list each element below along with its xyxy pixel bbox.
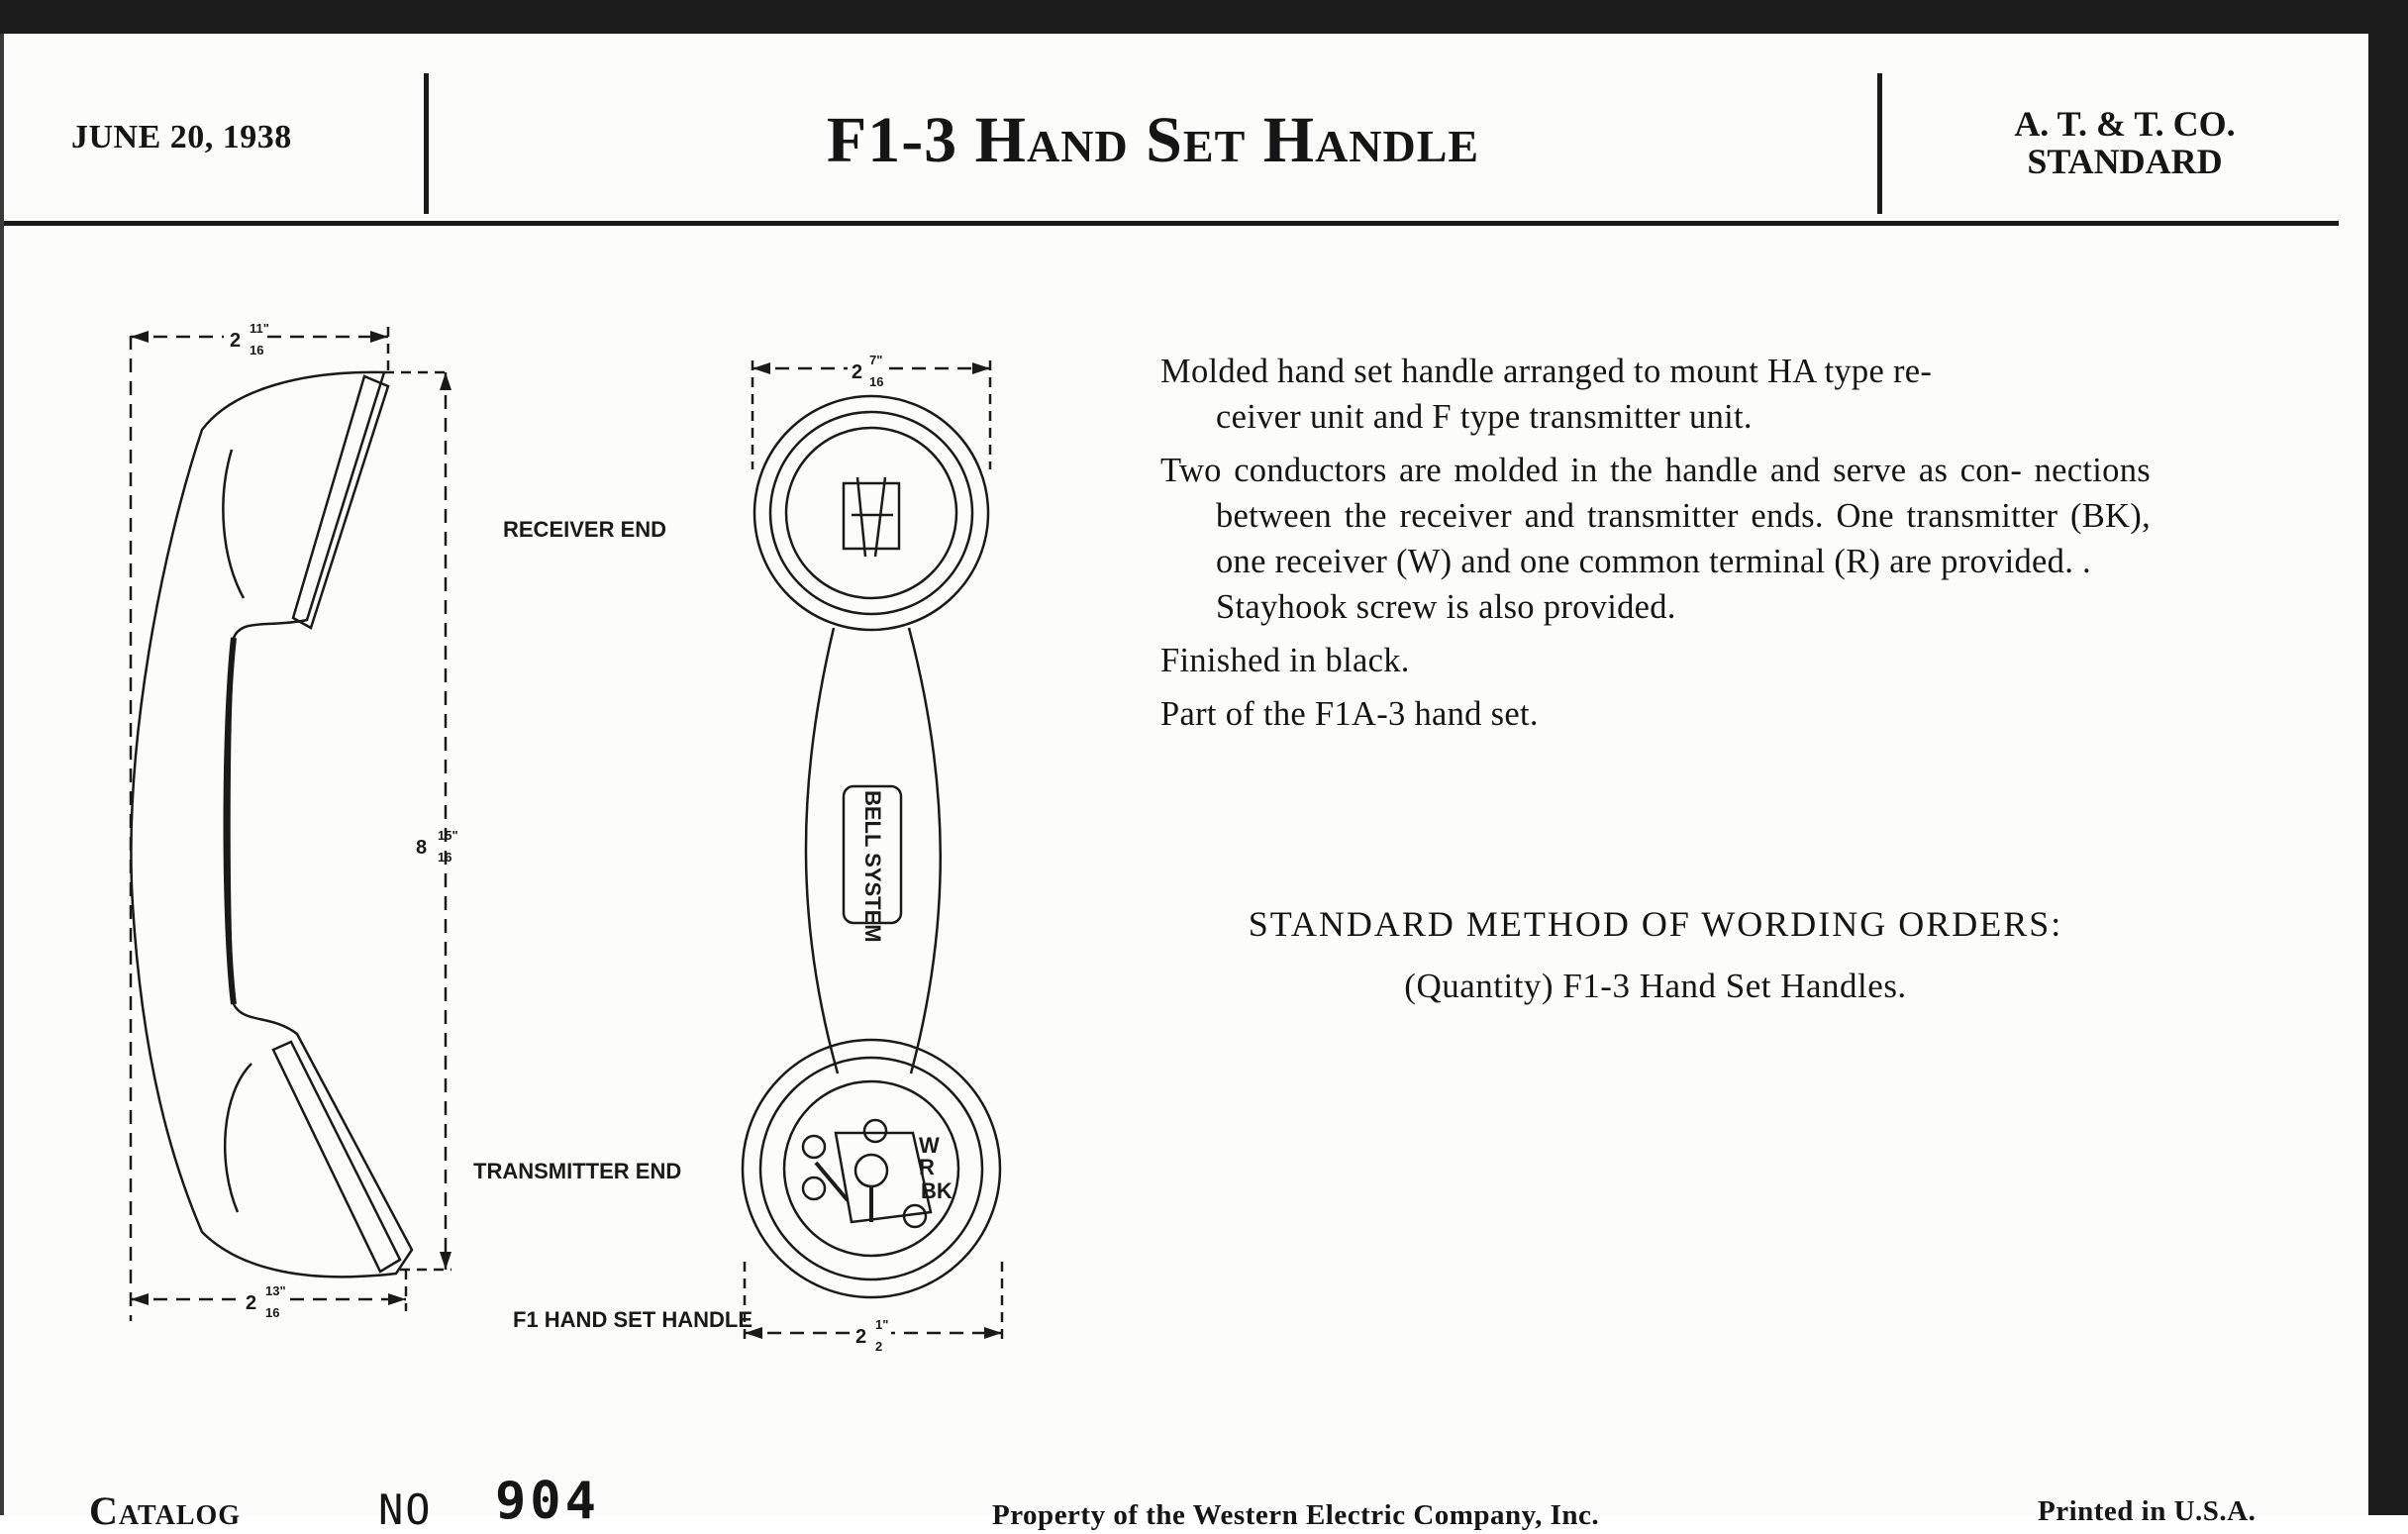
description-p2-rest: nections between the receiver and transmitter ends. One transmitter (BK), one receiver (W) and one common terminal (R) are provided. . [1216,452,2151,580]
dim-label-top-left [224,321,269,358]
dim-bottom-left-whole: 2 [246,1292,257,1314]
description-p2-line1: Two conductors are molded in the handle and serve as con- [1160,452,2023,489]
description-para-1 [1160,349,2151,440]
description-para-3: Finished in black. [1160,642,1410,679]
terminal-screw-1 [803,1136,825,1158]
transmitter-end-outer-ring [743,1040,1000,1297]
description-block [1160,349,2151,745]
page-title: F1-3 Hand Set Handle [826,104,1480,176]
stayhook-screw [855,1155,887,1186]
terminal-screw-2 [864,1120,886,1142]
receiver-end-outer-ring [754,396,988,630]
transmitter-end-middle-ring [760,1058,982,1279]
dim-label-top-right [848,353,887,389]
receiver-end-middle-ring [770,412,972,614]
description-p2-sub: Stayhook screw is also provided. [1216,588,1676,626]
footer-no: NO [378,1485,433,1534]
description-p1-line2: ceiver unit and F type transmitter unit. [1216,398,1753,436]
dim-bottom-right-den: 2 [875,1339,883,1354]
terminal-screw-4 [803,1177,825,1199]
receiver-bowl-side [223,450,244,598]
label-receiver-end: RECEIVER END [503,517,667,542]
transmitter-cap-side [273,1042,400,1272]
header-standard-company: A. T. & T. CO. [2014,104,2236,144]
label-bell-system: BELL SYSTEM [860,790,885,943]
dim-top-right-num: 7" [869,353,883,367]
dim-bottom-left-num: 13" [265,1283,286,1298]
terminal-label-r: R [919,1155,935,1179]
dim-bottom-right-num: 1" [875,1317,889,1332]
transmitter-terminal-block [836,1133,931,1222]
dim-height-num: 15" [438,828,458,843]
footer-catalog: Catalog [89,1488,242,1533]
header-date: JUNE 20, 1938 [71,119,292,155]
ordering-heading: STANDARD METHOD OF WORDING ORDERS: [1248,904,2063,944]
description-para-2 [1160,448,2151,630]
receiver-end-inner-ring [786,428,956,598]
dim-label-height [416,828,458,865]
scan-border-top [0,0,2408,34]
catalog-card [4,34,2368,1534]
scan-border-right [2368,0,2408,1515]
header-standard [1882,105,2367,180]
dim-label-bottom-right [852,1317,891,1354]
description-para-4: Part of the F1A-3 hand set. [1160,695,1539,733]
footer-printed: Printed in U.S.A. [2038,1495,2257,1527]
dim-top-right-den: 16 [869,374,884,389]
handset-side-outline [131,372,412,1277]
receiver-terminal-springs [852,477,893,557]
label-small-caption: F1 HAND SET HANDLE [513,1307,753,1332]
dim-bottom-right-whole: 2 [855,1326,867,1348]
dim-bottom-left-den: 16 [265,1305,280,1320]
dim-top-right-whole: 2 [852,361,863,383]
dim-height-whole: 8 [416,837,428,859]
transmitter-bowl-side [225,1064,251,1212]
ordering-example: (Quantity) F1-3 Hand Set Handles. [1404,967,1907,1005]
description-p1-line1: Molded hand set handle arranged to mount HA type re- [1160,353,1933,390]
dim-top-left-num: 11" [250,321,269,336]
dim-label-bottom-left [240,1283,286,1320]
handset-drawing [4,34,1093,1354]
label-transmitter-end: TRANSMITTER END [473,1159,682,1183]
footer-catalog-number: 904 [495,1472,600,1531]
footer-property: Property of the Western Electric Company, Inc. [992,1499,1600,1531]
receiver-cap-side [293,376,388,628]
terminal-label-bk: BK [921,1178,953,1203]
dim-top-left-whole: 2 [230,330,242,352]
header-standard-label: STANDARD [2027,142,2223,181]
terminal-label-w: W [919,1133,940,1158]
dim-top-left-den: 16 [250,343,264,358]
dim-height-den: 16 [438,850,452,865]
